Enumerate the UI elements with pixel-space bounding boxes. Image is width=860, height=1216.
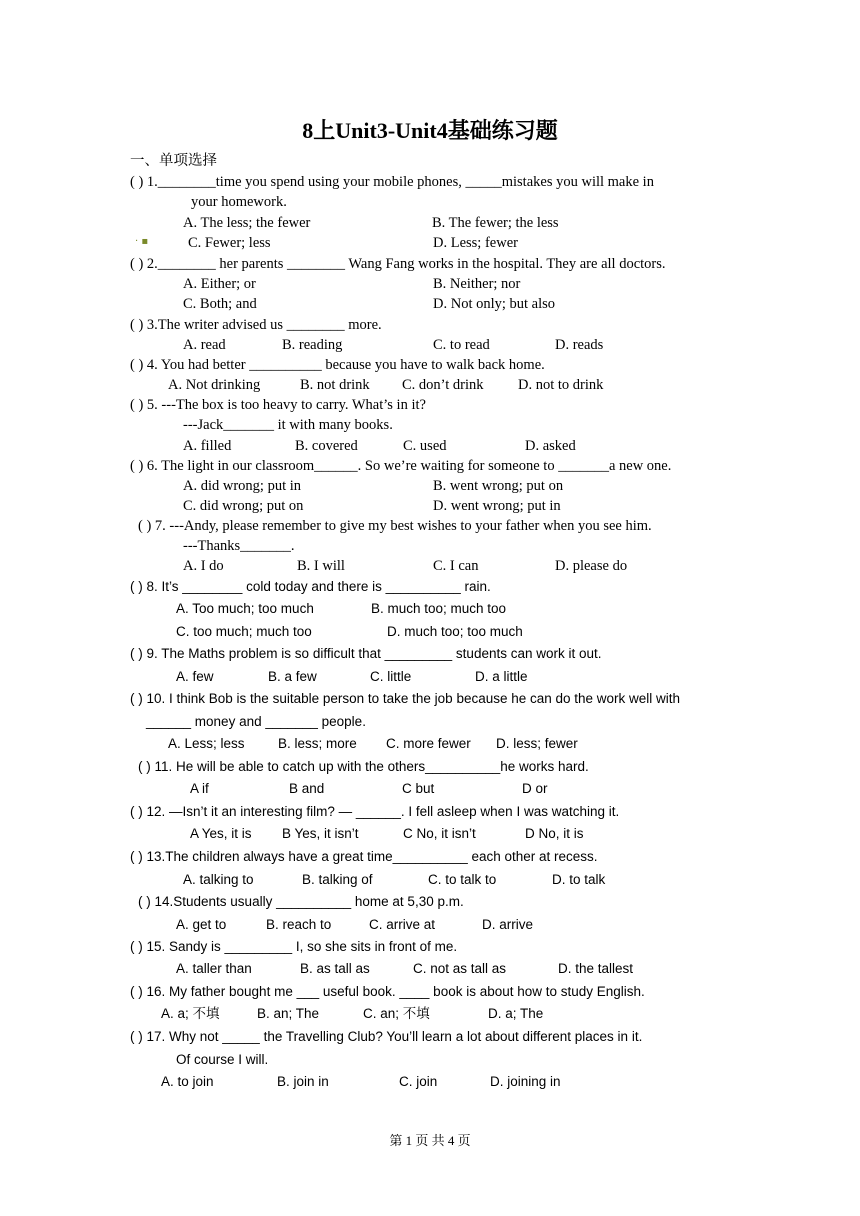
text-line: A. few — [176, 669, 214, 684]
text-line: ( ) 14.Students usually __________ home at 5,30 p.m. — [138, 894, 464, 909]
page-footer: 第 1 页 共 4 页 — [389, 1133, 471, 1148]
text-line: ( ) 6. The light in our classroom______. So we’re waiting for someone to _______a new one. — [130, 458, 672, 474]
text-line: B. I will — [297, 558, 345, 574]
text-line: C. more fewer — [386, 736, 471, 751]
text-line: A. a; 不填 — [161, 1006, 220, 1021]
text-line: A. Either; or — [183, 276, 256, 292]
text-line: B. not drink — [300, 377, 370, 393]
text-line: C. join — [399, 1074, 438, 1089]
text-line: C. used — [403, 438, 447, 454]
text-line: C. arrive at — [369, 917, 436, 932]
text-line: B. as tall as — [300, 961, 370, 976]
text-line: A. The less; the fewer — [183, 215, 311, 231]
text-line: C. Fewer; less — [188, 235, 271, 251]
text-line: A. read — [183, 337, 226, 353]
text-line: A. Less; less — [168, 736, 245, 751]
text-line: C. don’t drink — [402, 377, 484, 393]
text-line: B. less; more — [278, 736, 357, 751]
text-line: A. get to — [176, 917, 227, 932]
text-line: ---Thanks_______. — [183, 538, 295, 554]
text-line: B. went wrong; put on — [433, 478, 564, 494]
text-line: C. little — [370, 669, 412, 684]
text-line: A. Not drinking — [168, 377, 261, 393]
text-line: ( ) 15. Sandy is _________ I, so she sits in front of me. — [130, 939, 458, 954]
text-line: C. too much; much too — [176, 624, 312, 639]
text-line: B. reach to — [266, 917, 332, 932]
text-line: ( ) 16. My father bought me ___ useful book. ____ book is about how to study English. — [130, 984, 645, 999]
text-line: A. to join — [161, 1074, 214, 1089]
text-line: D. less; fewer — [496, 736, 578, 751]
text-line: ( ) 3.The writer advised us ________ more. — [130, 317, 382, 333]
text-line: A. filled — [183, 438, 232, 454]
text-line: B. talking of — [302, 872, 373, 887]
text-line: D. a little — [475, 669, 528, 684]
text-line: D. reads — [555, 337, 604, 353]
text-line: B. a few — [268, 669, 317, 684]
text-line: ( ) 8. It’s ________ cold today and there is __________ rain. — [130, 579, 491, 594]
text-line: D. asked — [525, 438, 576, 454]
section-heading: 一、单项选择 — [130, 153, 217, 169]
text-line: D or — [522, 781, 548, 796]
text-line: D. joining in — [490, 1074, 561, 1089]
text-line: B. much too; much too — [371, 601, 507, 616]
text-line: C. not as tall as — [413, 961, 507, 976]
text-line: C. Both; and — [183, 296, 257, 312]
text-line: C. to talk to — [428, 872, 497, 887]
text-line: C. I can — [433, 558, 479, 574]
text-line: ( ) 12. —Isn’t it an interesting film? — ______. I fell asleep when I was watching it. — [130, 804, 620, 819]
text-line: ( ) 4. You had better __________ because you have to walk back home. — [130, 357, 545, 373]
text-line: ( ) 13.The children always have a great time__________ each other at recess. — [130, 849, 598, 864]
text-line: Of course I will. — [176, 1052, 269, 1067]
text-line: D. to talk — [552, 872, 606, 887]
text-line: C. an; 不填 — [363, 1006, 430, 1021]
text-line: ______ money and _______ people. — [146, 714, 366, 729]
decorative-dots: · ▪ — [135, 236, 149, 247]
text-line: A. I do — [183, 558, 224, 574]
text-line: A. Too much; too much — [176, 601, 314, 616]
text-line: ( ) 11. He will be able to catch up with the others__________he works hard. — [138, 759, 589, 774]
text-line: D. went wrong; put in — [433, 498, 561, 514]
text-line: D. a; The — [488, 1006, 544, 1021]
text-line: C. to read — [433, 337, 490, 353]
text-line: ( ) 1.________time you spend using your mobile phones, _____mistakes you will make in — [130, 174, 654, 190]
text-line: C. did wrong; put on — [183, 498, 304, 514]
text-line: A. did wrong; put in — [183, 478, 302, 494]
text-line: ( ) 2.________ her parents ________ Wang Fang works in the hospital. They are all doctors. — [130, 256, 666, 272]
text-line: C but — [402, 781, 435, 796]
text-line: A. talking to — [183, 872, 254, 887]
text-line: D No, it is — [525, 826, 584, 841]
text-line: ( ) 9. The Maths problem is so difficult that _________ students can work it out. — [130, 646, 602, 661]
text-line: A if — [190, 781, 209, 796]
text-line: B Yes, it isn’t — [282, 826, 359, 841]
text-line: C No, it isn’t — [403, 826, 476, 841]
text-line: D. Less; fewer — [433, 235, 518, 251]
text-line: B. The fewer; the less — [432, 215, 559, 231]
text-line: ( ) 7. ---Andy, please remember to give my best wishes to your father when you see him. — [138, 518, 652, 534]
text-line: ( ) 5. ---The box is too heavy to carry. What’s in it? — [130, 397, 426, 413]
text-line: D. not to drink — [518, 377, 604, 393]
text-line: ---Jack_______ it with many books. — [183, 417, 393, 433]
text-line: D. the tallest — [558, 961, 634, 976]
text-line: B and — [289, 781, 325, 796]
text-line: B. join in — [277, 1074, 329, 1089]
text-line: D. much too; too much — [387, 624, 523, 639]
text-line: D. please do — [555, 558, 628, 574]
text-line: B. Neither; nor — [433, 276, 521, 292]
text-line: A. taller than — [176, 961, 252, 976]
text-line: ( ) 17. Why not _____ the Travelling Club? You’ll learn a lot about different places in it. — [130, 1029, 643, 1044]
text-line: B. covered — [295, 438, 358, 454]
text-line: D. arrive — [482, 917, 534, 932]
text-line: D. Not only; but also — [433, 296, 556, 312]
text-line: A Yes, it is — [190, 826, 252, 841]
document-title: 8上Unit3-Unit4基础练习题 — [302, 118, 558, 143]
text-line: your homework. — [191, 194, 287, 210]
text-line: ( ) 10. I think Bob is the suitable person to take the job because he can do the work well with — [130, 691, 681, 706]
text-line: B. an; The — [257, 1006, 320, 1021]
text-line: B. reading — [282, 337, 343, 353]
